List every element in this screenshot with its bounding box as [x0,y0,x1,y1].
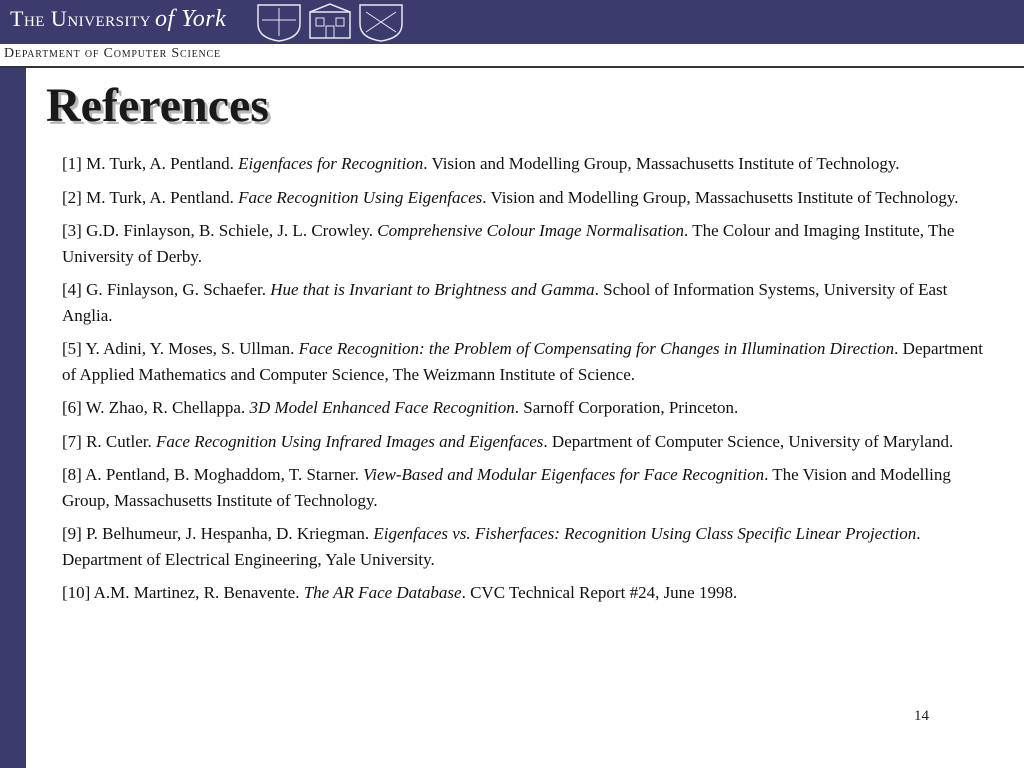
reference-title: Face Recognition: the Problem of Compensating for Changes in Illumination Direction [298,339,895,358]
reference-item [62,277,998,328]
reference-source: . Vision and Modelling Group, Massachusetts Institute of Technology. [423,154,900,173]
reference-item [62,429,998,455]
university-name [10,6,226,38]
reference-authors: [5] Y. Adini, Y. Moses, S. Ullman. [62,339,299,358]
reference-item [62,462,998,513]
reference-source: . The Colour and Imaging Institute, The University of Derby. [62,221,955,266]
reference-title: Comprehensive Colour Image Normalisation [377,221,685,240]
reference-title: Hue that is Invariant to Brightness and Gamma [270,280,595,299]
reference-authors: [1] M. Turk, A. Pentland. [62,154,239,173]
university-name-script: of York [154,6,227,32]
reference-title: View-Based and Modular Eigenfaces for Face Recognition [363,465,765,484]
left-accent-bar [0,68,26,768]
reference-authors: [10] A.M. Martinez, R. Benavente. [62,583,304,602]
reference-source: . Department of Computer Science, University of Maryland. [543,431,954,451]
reference-item [62,151,998,177]
reference-authors: [9] P. Belhumeur, J. Hespanha, D. Kriegman. [62,524,374,543]
reference-source: . School of Information Systems, University of East Anglia. [62,280,948,325]
reference-item [62,218,998,269]
reference-authors: [2] M. Turk, A. Pentland. [62,187,239,207]
department-name: Department of Computer Science [4,46,221,61]
reference-source: . Sarnoff Corporation, Princeton. [514,398,739,417]
reference-title: 3D Model Enhanced Face Recognition [249,398,515,417]
reference-item [62,395,998,421]
reference-authors: [4] G. Finlayson, G. Schaefer. [62,280,271,299]
reference-title: Eigenfaces for Recognition [238,154,424,173]
reference-authors: [8] A. Pentland, B. Moghaddom, T. Starner. [62,465,364,484]
header-band [0,0,1024,44]
page-number: 14 [914,708,929,724]
reference-item [62,336,998,387]
reference-title: Eigenfaces vs. Fisherfaces: Recognition Using Class Specific Linear Projection [373,524,917,543]
university-name-main: The University [10,6,151,31]
reference-list [62,151,998,614]
university-crest-icon [254,2,406,42]
reference-source: . CVC Technical Report #24, June 1998. [461,583,738,602]
reference-source: . The Vision and Modelling Group, Massachusetts Institute of Technology. [62,465,951,510]
department-strip [0,44,1024,68]
reference-title: Face Recognition Using Infrared Images and Eigenfaces [155,431,544,451]
reference-source: . Department of Electrical Engineering, Yale University. [62,524,921,569]
reference-authors: [3] G.D. Finlayson, B. Schiele, J. L. Crowley. [62,221,378,240]
reference-source: . Department of Applied Mathematics and Computer Science, The Weizmann Institute of Science. [62,339,983,384]
reference-item [62,521,998,572]
reference-title: The AR Face Database [303,583,462,602]
reference-source: . Vision and Modelling Group, Massachusetts Institute of Technology. [482,187,959,207]
reference-item [62,580,998,606]
page-title: References [46,79,269,132]
reference-item [62,185,998,211]
reference-authors: [6] W. Zhao, R. Chellappa. [62,398,250,417]
reference-authors: [7] R. Cutler. [62,431,156,451]
reference-title: Face Recognition Using Eigenfaces [238,187,483,207]
